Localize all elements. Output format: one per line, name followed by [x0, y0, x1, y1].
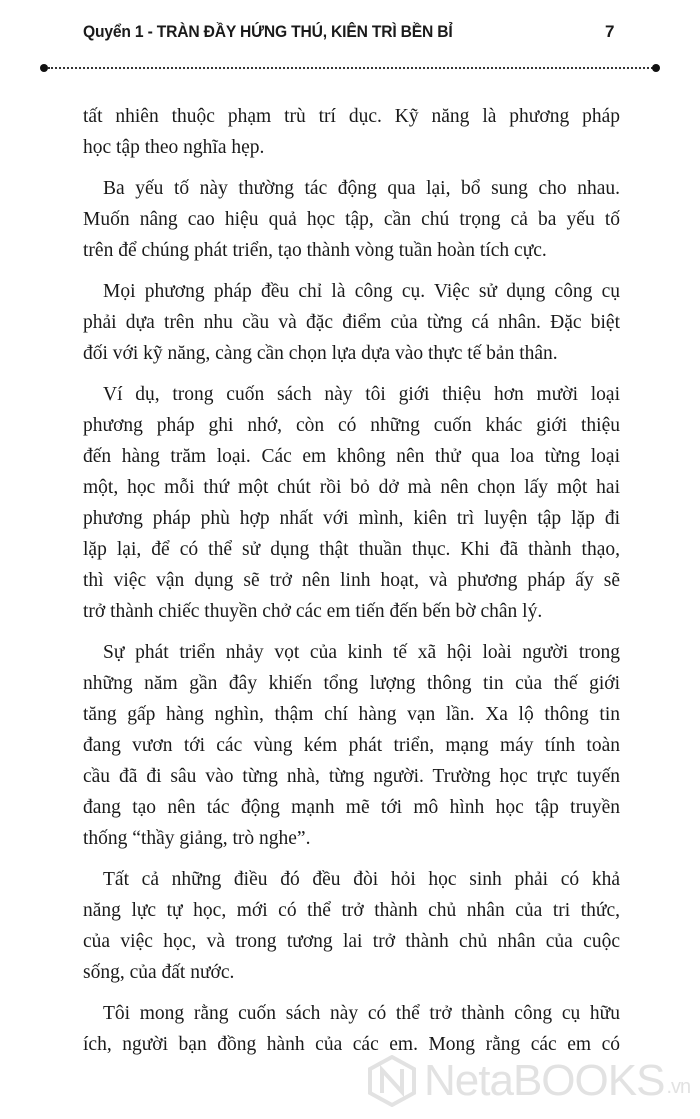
text-line: phương pháp ghi nhớ, còn có những cuốn khác giới thiệu	[83, 415, 620, 436]
watermark	[368, 1055, 690, 1107]
text-line: phương pháp phù hợp nhất với mình, kiên trì luyện tập lặp đi	[83, 508, 620, 529]
text-line: những năm gần đây khiến tổng lượng thông tin của thế giới	[83, 673, 620, 694]
text-line: lặp lại, để có thể sử dụng thật thuần thục. Khi đã thành thạo,	[83, 539, 620, 560]
text-line: tất nhiên thuộc phạm trù trí dục. Kỹ năng là phương pháp	[83, 106, 620, 127]
netabooks-logo-icon	[368, 1055, 416, 1107]
paragraph	[83, 173, 620, 266]
text-line: Tất cả những điều đó đều đòi hỏi học sinh phải có khả	[103, 869, 620, 890]
text-line: Mọi phương pháp đều chỉ là công cụ. Việc sử dụng công cụ	[103, 281, 620, 302]
watermark-brand: NetaBOOKS	[424, 1056, 665, 1105]
paragraph	[83, 637, 620, 854]
text-line: một, học mỗi thứ một chút rồi bỏ dở mà nên chọn lấy một hai	[83, 477, 620, 498]
text-line: phải dựa trên nhu cầu và đặc điểm của từng cá nhân. Đặc biệt	[83, 312, 620, 333]
text-line: của việc học, và trong tương lai trở thành chủ nhân của cuộc	[83, 931, 620, 952]
text-line: Ví dụ, trong cuốn sách này tôi giới thiệu hơn mười loại	[103, 384, 620, 405]
text-line: đối với kỹ năng, càng cần chọn lựa dựa vào thực tế bản thân.	[83, 343, 558, 364]
text-line: ích, người bạn đồng hành của các em. Mong rằng các em có	[83, 1034, 620, 1055]
page-number: 7	[605, 22, 615, 41]
rule-ornament-right	[652, 64, 660, 72]
text-line: Ba yếu tố này thường tác động qua lại, bổ sung cho nhau.	[103, 178, 620, 199]
text-line: Tôi mong rằng cuốn sách này có thể trở thành công cụ hữu	[103, 1003, 620, 1024]
text-line: trên để chúng phát triển, tạo thành vòng tuần hoàn tích cực.	[83, 240, 547, 261]
paragraph	[83, 276, 620, 369]
header-dotted-rule	[48, 67, 656, 69]
paragraph	[83, 379, 620, 627]
text-line: cầu đã đi sâu vào từng nhà, từng người. Trường học trực tuyến	[83, 766, 620, 787]
body-text	[83, 101, 620, 1060]
rule-ornament-left	[40, 64, 48, 72]
text-line: thì việc vận dụng sẽ trở nên linh hoạt, và phương pháp ấy sẽ	[83, 570, 620, 591]
text-line: đang tạo nên tác động mạnh mẽ tới mô hình học tập truyền	[83, 797, 620, 818]
text-line: trở thành chiếc thuyền chở các em tiến đến bến bờ chân lý.	[83, 601, 543, 622]
paragraph	[83, 864, 620, 988]
text-line: sống, của đất nước.	[83, 962, 235, 983]
text-line: Sự phát triển nhảy vọt của kinh tế xã hội loài người trong	[103, 642, 620, 663]
text-line: đến hàng trăm loại. Các em không nên thử qua loa từng loại	[83, 446, 620, 467]
paragraph	[83, 998, 620, 1060]
paragraph	[83, 101, 620, 163]
watermark-suffix: .vn	[666, 1076, 691, 1098]
text-line: năng lực tự học, mới có thể trở thành chủ nhân của tri thức,	[83, 900, 620, 921]
text-line: học tập theo nghĩa hẹp.	[83, 137, 265, 158]
text-line: đang vươn tới các vùng kém phát triển, mạng máy tính toàn	[83, 735, 620, 756]
text-line: tăng gấp hàng nghìn, thậm chí hàng vạn lần. Xa lộ thông tin	[83, 704, 620, 725]
running-header-title: Quyển 1 - TRÀN ĐẦY HỨNG THÚ, KIÊN TRÌ BỀN BỈ	[83, 22, 453, 41]
text-line: thống “thầy giảng, trò nghe”.	[83, 828, 311, 849]
text-line: Muốn nâng cao hiệu quả học tập, cần chú trọng cả ba yếu tố	[83, 209, 620, 230]
